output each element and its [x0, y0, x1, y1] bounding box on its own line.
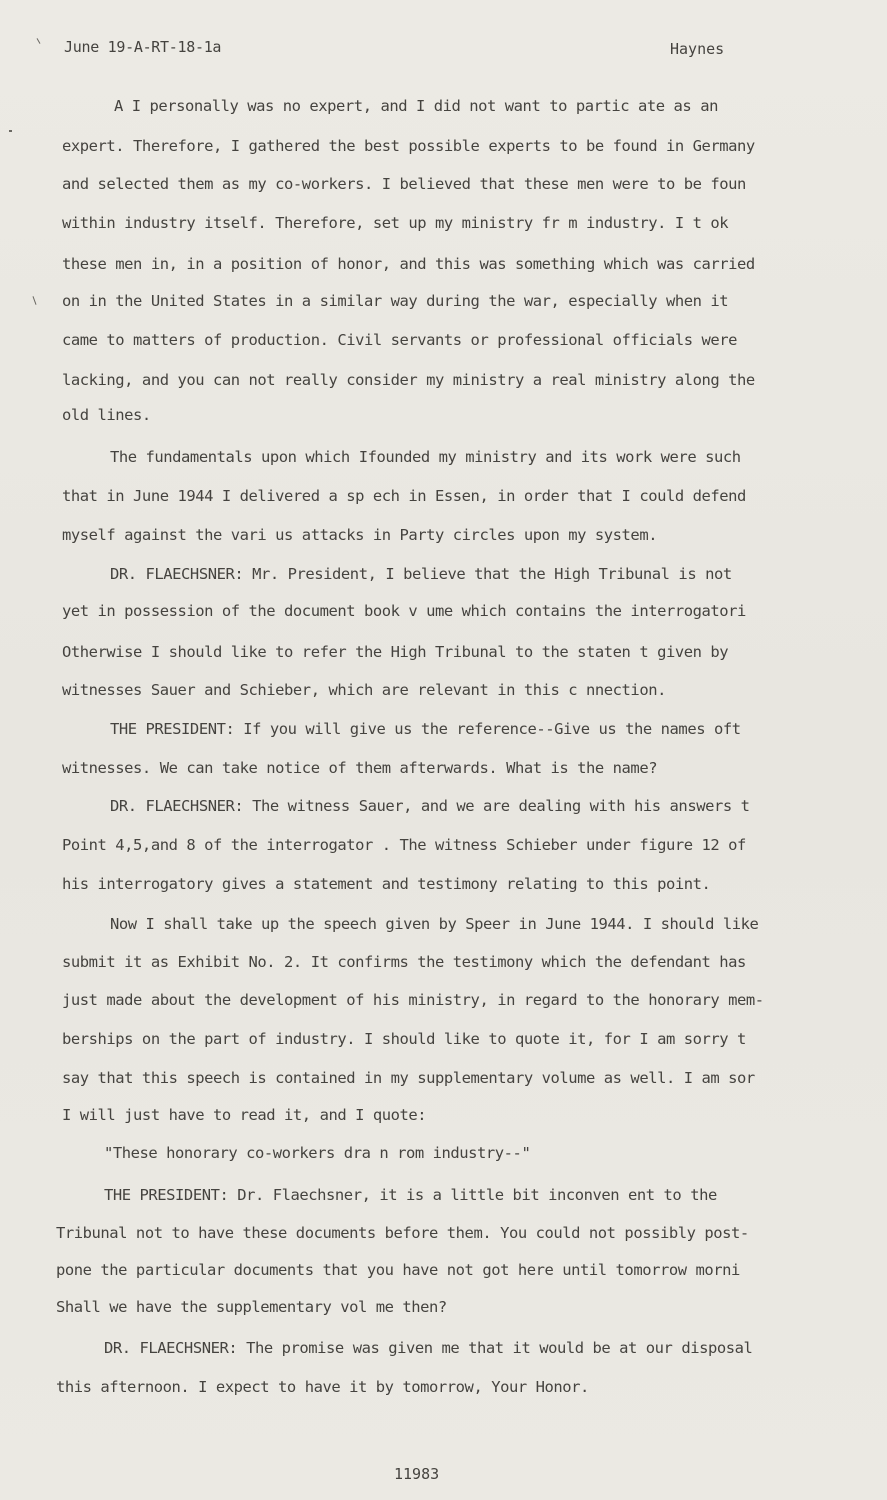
text-line: THE PRESIDENT: Dr. Flaechsner, it is a little bit inconven ent to the — [104, 1186, 717, 1204]
text-line: witnesses Sauer and Schieber, which are relevant in this c nnection. — [62, 681, 666, 699]
text-line: yet in possession of the document book v ume which contains the interrogatori — [62, 602, 746, 620]
text-line: "These honorary co-workers dra n rom industry--" — [104, 1144, 531, 1162]
text-line: lacking, and you can not really consider my ministry a real ministry along the — [62, 371, 755, 389]
text-line: submit it as Exhibit No. 2. It confirms the testimony which the defendant has — [62, 953, 746, 971]
text-line: say that this speech is contained in my supplementary volume as well. I am sor — [62, 1069, 755, 1087]
text-line: DR. FLAECHSNER: The promise was given me that it would be at our disposal — [104, 1339, 753, 1357]
text-line: THE PRESIDENT: If you will give us the reference--Give us the names oft — [110, 720, 741, 738]
text-line: old lines. — [62, 406, 151, 424]
text-line: this afternoon. I expect to have it by tomorrow, Your Honor. — [56, 1378, 589, 1396]
text-line: his interrogatory gives a statement and testimony relating to this point. — [62, 875, 711, 893]
paper-mark — [32, 296, 36, 305]
paper-mark — [37, 38, 41, 44]
text-line: that in June 1944 I delivered a sp ech in Essen, in order that I could defend — [62, 487, 746, 505]
paper-mark — [9, 130, 12, 132]
text-line: these men in, in a position of honor, and this was something which was carried — [62, 255, 755, 273]
text-line: Shall we have the supplementary vol me then? — [56, 1298, 447, 1316]
text-line: Tribunal not to have these documents before them. You could not possibly post- — [56, 1224, 749, 1242]
text-line: expert. Therefore, I gathered the best possible experts to be found in Germany — [62, 137, 755, 155]
text-line: just made about the development of his ministry, in regard to the honorary mem- — [62, 991, 764, 1009]
text-line: myself against the vari us attacks in Party circles upon my system. — [62, 526, 658, 544]
reporter-name: Haynes — [670, 40, 725, 58]
text-line: on in the United States in a similar way during the war, especially when it — [62, 292, 729, 310]
text-line: A I personally was no expert, and I did not want to partic ate as an — [114, 97, 718, 115]
text-line: within industry itself. Therefore, set up my ministry fr m industry. I t ok — [62, 214, 729, 232]
text-line: Now I shall take up the speech given by Speer in June 1944. I should like — [110, 915, 759, 933]
text-line: pone the particular documents that you have not got here until tomorrow morni — [56, 1261, 740, 1279]
page-reference: June 19-A-RT-18-1a — [64, 38, 222, 56]
text-line: Otherwise I should like to refer the High Tribunal to the staten t given by — [62, 643, 729, 661]
text-line: witnesses. We can take notice of them afterwards. What is the name? — [62, 759, 658, 777]
text-line: berships on the part of industry. I should like to quote it, for I am sorry t — [62, 1030, 746, 1048]
text-line: DR. FLAECHSNER: Mr. President, I believe that the High Tribunal is not — [110, 565, 732, 583]
page-number: 11983 — [394, 1465, 440, 1483]
text-line: Point 4,5,and 8 of the interrogator . The witness Schieber under figure 12 of — [62, 836, 746, 854]
text-line: and selected them as my co-workers. I believed that these men were to be foun — [62, 175, 746, 193]
text-line: came to matters of production. Civil servants or professional officials were — [62, 331, 738, 349]
text-line: I will just have to read it, and I quote: — [62, 1106, 427, 1124]
text-line: DR. FLAECHSNER: The witness Sauer, and we are dealing with his answers t — [110, 797, 750, 815]
text-line: The fundamentals upon which Ifounded my ministry and its work were such — [110, 448, 741, 466]
